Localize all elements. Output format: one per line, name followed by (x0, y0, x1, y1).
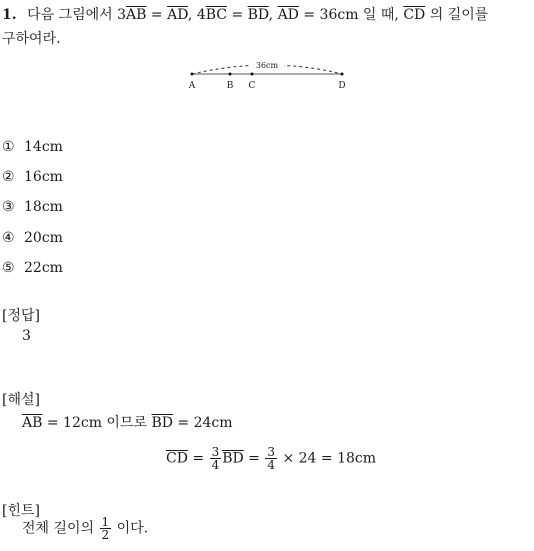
label-c: C (248, 81, 256, 91)
fraction-three-quarters-2: $\frac{3}{4}$ (267, 445, 276, 472)
point-b (229, 73, 232, 76)
explanation-equation: $\overline{CD}$ = $\frac{3}{4}$ $\overline{BD}$ = $\frac{3}{4}$ × 24 = 18cm (166, 445, 377, 472)
choice-1[interactable]: ① 14cm (2, 139, 63, 155)
choice-4[interactable]: ④ 20cm (2, 230, 63, 246)
problem-line-1: 1. 다음 그림에서 $3\overline{AB} = \overline{AD}$, $4\overline{BC} = \overline{BD}$, $\overline{AD} = 36cm$ 일 때, $\overline{CD}$ 의 길이를 (2, 7, 489, 23)
fraction-one-half: $\frac{1}{2}$ (101, 515, 110, 542)
label-b: B (226, 81, 234, 91)
hint-heading: [힌트] (2, 503, 40, 519)
label-d: D (338, 81, 346, 91)
problem-line-2: 구하여라. (2, 31, 61, 47)
point-a (191, 73, 194, 76)
label-a: A (188, 81, 196, 91)
answer-value: 3 (22, 328, 31, 344)
answer-heading: [정답] (2, 308, 40, 324)
problem-number: 1. (2, 7, 17, 23)
hint-line: 전체 길이의 $\frac{1}{2}$ 이다. (22, 515, 149, 542)
explanation-line-1: $\overline{AB} = 12cm$ 이므로 $\overline{BD} = 24cm$ (22, 415, 233, 431)
distance-label: 36cm (255, 61, 279, 70)
explanation-heading: [해설] (2, 392, 40, 408)
point-d (341, 73, 344, 76)
choice-5[interactable]: ⑤ 22cm (2, 260, 63, 276)
fraction-three-quarters-1: $\frac{3}{4}$ (211, 445, 220, 472)
segment-figure (180, 58, 355, 94)
point-c (251, 73, 254, 76)
choice-3[interactable]: ③ 18cm (2, 199, 63, 215)
choice-2[interactable]: ② 16cm (2, 169, 63, 185)
